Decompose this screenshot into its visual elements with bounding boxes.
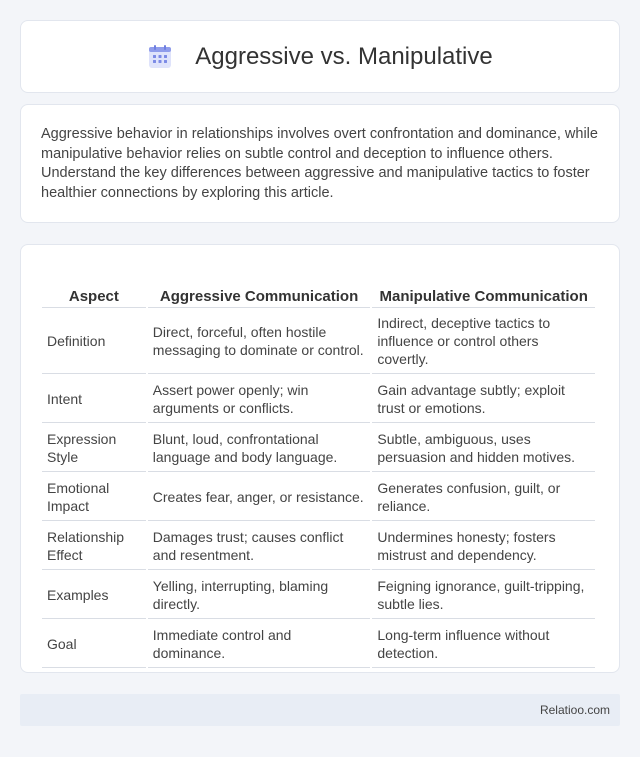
cell-aggressive: Creates fear, anger, or resistance. [148, 472, 371, 521]
cell-aggressive: Damages trust; causes conflict and resentment. [148, 521, 371, 570]
cell-aspect: Relationship Effect [42, 521, 146, 570]
page-title: Aggressive vs. Manipulative [195, 42, 493, 70]
table-row [42, 521, 595, 570]
cell-aggressive: Immediate control and dominance. [148, 619, 371, 668]
cell-aspect: Goal [42, 619, 146, 668]
column-header-aggressive: Aggressive Communication [148, 266, 371, 308]
cell-manipulative: Gain advantage subtly; exploit trust or emotions. [372, 374, 595, 423]
cell-manipulative: Generates confusion, guilt, or reliance. [372, 472, 595, 521]
footer-brand: Relatioo.com [539, 703, 610, 717]
cell-manipulative: Feigning ignorance, guilt-tripping, subtle lies. [372, 570, 595, 619]
column-header-manipulative: Manipulative Communication [372, 266, 595, 308]
cell-aggressive: Direct, forceful, often hostile messaging to dominate or control. [148, 308, 371, 374]
table-row [42, 423, 595, 472]
cell-manipulative: Indirect, deceptive tactics to influence or control others covertly. [372, 308, 595, 374]
table-row [42, 619, 595, 668]
table-row [42, 472, 595, 521]
cell-aspect: Definition [42, 308, 146, 374]
cell-manipulative: Undermines honesty; fosters mistrust and dependency. [372, 521, 595, 570]
column-header-aspect: Aspect [42, 266, 146, 308]
table-row [42, 374, 595, 423]
cell-aspect: Expression Style [42, 423, 146, 472]
table-row [42, 570, 595, 619]
cell-aggressive: Yelling, interrupting, blaming directly. [148, 570, 371, 619]
intro-text: Aggressive behavior in relationships involves overt confrontation and dominance, while manipulative behavior relies on subtle control and deception to influence others. Understand the key differences between aggressive and manipulative tactics to foster healthier connections by exploring this article. [41, 126, 598, 201]
cell-aggressive: Assert power openly; win arguments or conflicts. [148, 374, 371, 423]
cell-aggressive: Blunt, loud, confrontational language and body language. [148, 423, 371, 472]
cell-manipulative: Long-term influence without detection. [372, 619, 595, 668]
cell-aspect: Intent [42, 374, 146, 423]
table-header-row [42, 266, 595, 308]
intro-card [20, 104, 620, 223]
comparison-table-card [20, 244, 620, 673]
cell-aspect: Examples [42, 570, 146, 619]
cell-aspect: Emotional Impact [42, 472, 146, 521]
header-card [20, 20, 620, 93]
table-row [42, 308, 595, 374]
cell-manipulative: Subtle, ambiguous, uses persuasion and hidden motives. [372, 423, 595, 472]
calendar-grid-icon [147, 44, 173, 70]
footer [20, 694, 620, 726]
comparison-table [40, 266, 597, 668]
